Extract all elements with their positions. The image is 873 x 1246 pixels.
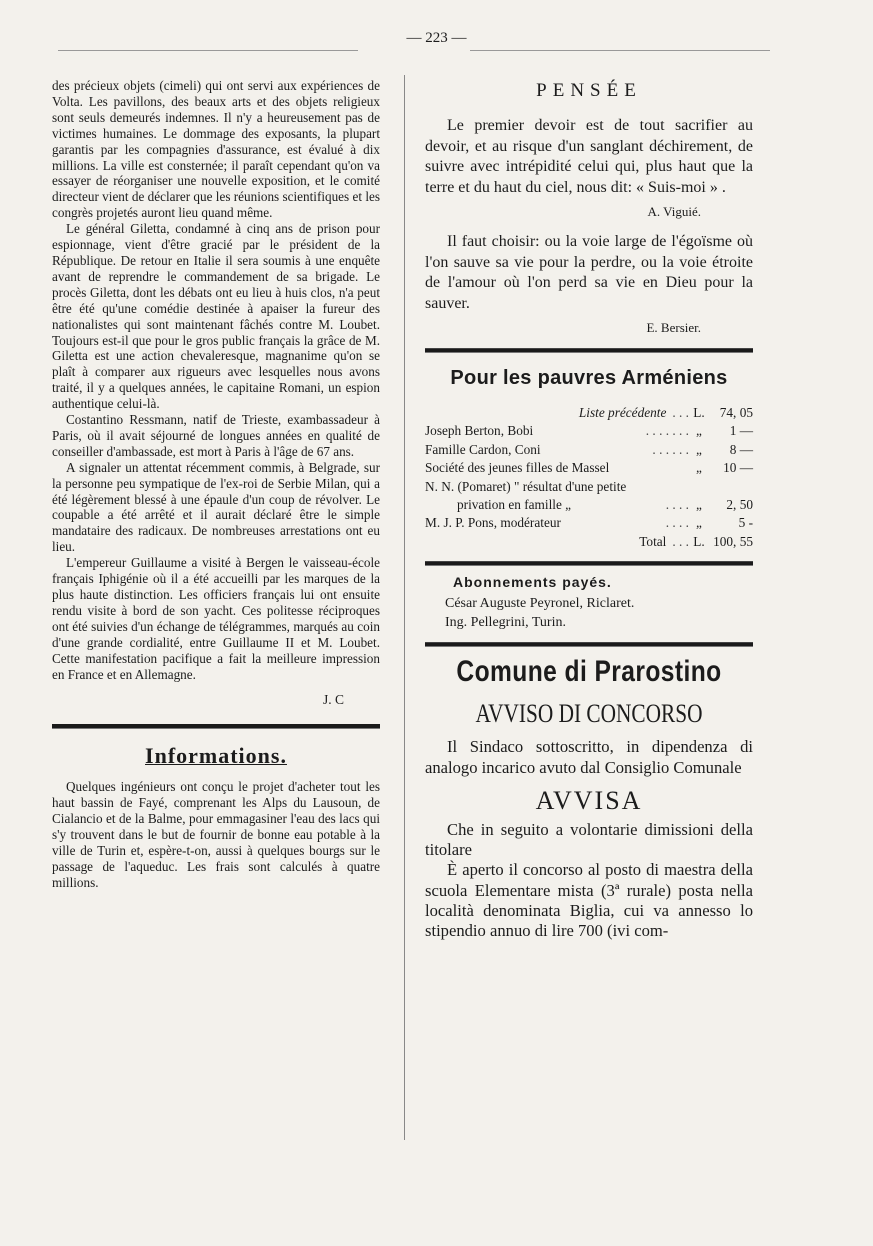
armeniens-title: Pour les pauvres Arméniens <box>450 367 728 389</box>
donation-row <box>425 533 753 551</box>
donation-amount: 100, 55 <box>713 533 753 549</box>
donation-currency: „ <box>696 515 702 531</box>
donation-amount: 1 — <box>729 423 753 439</box>
donation-amount <box>709 478 753 496</box>
pensee-quote-1: Le premier devoir est de tout sacrifier au devoir, et au risque d'un sanglant déchirement, de suivre avec intrépidité celui qui, plus haut que la terre et du haut du ciel, nous dit: « Suis-moi » . <box>425 117 753 196</box>
left-column <box>52 78 380 891</box>
avvisa-heading: AVVISA <box>535 785 643 815</box>
header-rule-left <box>58 50 358 51</box>
news-signature: J. C <box>322 692 344 708</box>
section-rule <box>425 348 753 353</box>
donation-currency: L. <box>693 533 705 549</box>
section-rule <box>425 561 753 566</box>
donation-amount: 10 — <box>723 460 753 476</box>
informations-text: Quelques ingénieurs ont conçu le projet d'acheter tout les haut bassin de Fayé, comprenant les Alps du Lausoun, de Cialancio et de la Balme, pour emmagasiner l'eau des lacs qui s'y trouvent dans le but de fournir de bonne eau potable à la ville de Turin et, espère-t-on, aussi à quelques bourgs sur le passage de l'aqueduc. Les frais sont calculés à quatre millions. <box>52 779 380 890</box>
donation-amount: 5 - <box>738 515 753 531</box>
section-rule <box>425 642 753 647</box>
news-paragraph-2: Le général Giletta, condamné à cinq ans de prison pour espionnage, vient d'être gracié par le président de la République. De retour en Italie il sera soumis à une enquête avant de reprendre le commandement de sa brigade. Le procès Giletta, dont les débats ont eu lieu à huis clos, n'a peut être été qu'une comédie destinée à apaiser la fureur des nationalistes qui sont maintenant fâchés contre M. Loubet. Toujours est-il que pour le gros public français la grâce de M. Giletta est une action chevaleresque, magnanime qu'on se plaît à comparer aux rigueurs avec lesquelles nous avons traité, il y a quelques années, le capitaine Romani, un espion authentique celui-là. <box>52 221 380 412</box>
donation-label: privation en famille „ <box>457 497 572 513</box>
pensee-title: PENSÉE <box>536 80 642 101</box>
donation-amount: 8 — <box>729 441 753 457</box>
avviso-concorso-heading: AVVISO DI CONCORSO <box>475 699 703 729</box>
donation-currency: L. <box>693 405 705 420</box>
donation-currency: „ <box>696 423 702 439</box>
donation-label: Total <box>639 533 667 549</box>
column-divider <box>404 75 405 1140</box>
donation-dots: . . . . <box>665 515 689 531</box>
donation-dots: . . . <box>672 405 689 420</box>
news-paragraph-5: L'empereur Guillaume a visité à Bergen le vaisseau-école français Iphigénie où il a été accueilli par les marques de la plus haute distinction. Les officiers français lui ont ensuite rendu visite à bord de son yacht. Ces politesse réciproques ont été suivies d'un échange de télégrammes, marqués au coin d'une grande cordialité, entre Guillaume II et M. Loubet. Cette manifestation pacifique a fait la meilleure impression en France et en Allemagne. <box>52 555 380 682</box>
donation-currency <box>689 478 709 496</box>
donation-amount: 74, 05 <box>719 405 753 420</box>
donation-row <box>425 459 753 477</box>
donation-currency: „ <box>696 460 702 476</box>
comune-title: Comune di Prarostino <box>456 655 722 689</box>
donation-dots: . . . . . . . <box>645 423 689 439</box>
donation-row <box>425 441 753 459</box>
donation-row <box>425 514 753 532</box>
news-paragraph-4: A signaler un attentat récemment commis, à Belgrade, sur la personne peu sympatique de l'ex-roi de Serbie Milan, qui a été légèrement blessé à une épaule d'un coup de révolver. Le coupable a été arrêté et il aurait déclaré être le simple mandataire des radicaux. De nombreuses arrestations ont eu lieu. <box>52 459 380 555</box>
header-rule-right <box>470 50 770 51</box>
donation-label: Joseph Berton, Bobi <box>425 423 534 439</box>
donation-currency: „ <box>696 441 702 457</box>
abonnements-title: Abonnements payés. <box>453 574 612 591</box>
donation-label: Société des jeunes filles de Massel <box>425 460 610 476</box>
donation-label: M. J. P. Pons, modérateur <box>425 515 561 531</box>
donation-label: Liste précédente <box>578 405 667 420</box>
donation-dots: . . . . . . <box>652 441 689 457</box>
donation-dots: . . . . <box>665 497 689 513</box>
right-column <box>425 78 753 942</box>
pensee-author-2: E. Bersier. <box>646 320 701 335</box>
abonnement-line: César Auguste Peyronel, Riclaret. <box>445 596 635 612</box>
news-paragraph-3: Costantino Ressmann, natif de Trieste, exambassadeur à Paris, où il avait séjourné de longues années en qualité de conseiller d'ambassade, est mort à Paris à l'âge de 67 ans. <box>52 412 380 459</box>
section-rule <box>52 724 380 729</box>
comune-paragraph-1: Che in seguito a volontarie dimissioni della titolare <box>425 819 753 860</box>
comune-intro: Il Sindaco sottoscritto, in dipendenza di analogo incarico avuto dal Consiglio Comunale <box>425 737 753 777</box>
pensee-author-1: A. Viguié. <box>647 204 701 219</box>
donation-row <box>425 404 753 422</box>
donation-dots: . . . <box>672 533 689 549</box>
comune-paragraph-2: È aperto il concorso al posto di maestra della scuola Elementare mista (3ª rurale) posta nella località denominata Biglia, cui va annesso lo stipendio annuo di lire 700 (ivi com- <box>425 860 753 941</box>
informations-title: Informations. <box>145 743 287 769</box>
donation-label: Famille Cardon, Coni <box>425 441 541 457</box>
donation-row <box>425 496 753 514</box>
donation-currency: „ <box>696 497 702 513</box>
donation-label: N. N. (Pomaret) " résultat d'une petite <box>425 478 627 494</box>
page-number: — 223 — <box>406 30 467 46</box>
pensee-quote-2: Il faut choisir: ou la voie large de l'égoïsme où l'on sauve sa vie pour la perdre, ou la voie étroite de l'amour où l'on perd sa vie en Dieu pour la sauver. <box>425 233 753 312</box>
news-paragraph-1: des précieux objets (cimeli) qui ont servi aux expériences de Volta. Les pavillons, des beaux arts et des objets religieux sont seuls demeurés indemnes. Il n'y a heureusement pas de victimes humaines. Le dommage des exposants, la plupart garantis par les compagnies d'assurance, est évalué à dix millions. La ville est consternée; il paraît cependant qu'on va essayer de réorganiser une nouvelle exposition, et le comité directeur vient de déclarer que les réunions scientifiques et les congrès projetés auront lieu quand même. <box>52 78 380 221</box>
donation-amount: 2, 50 <box>726 497 753 513</box>
donation-list <box>425 404 753 551</box>
donation-row <box>425 478 753 496</box>
donation-row <box>425 422 753 440</box>
abonnement-line: Ing. Pellegrini, Turin. <box>445 615 566 631</box>
